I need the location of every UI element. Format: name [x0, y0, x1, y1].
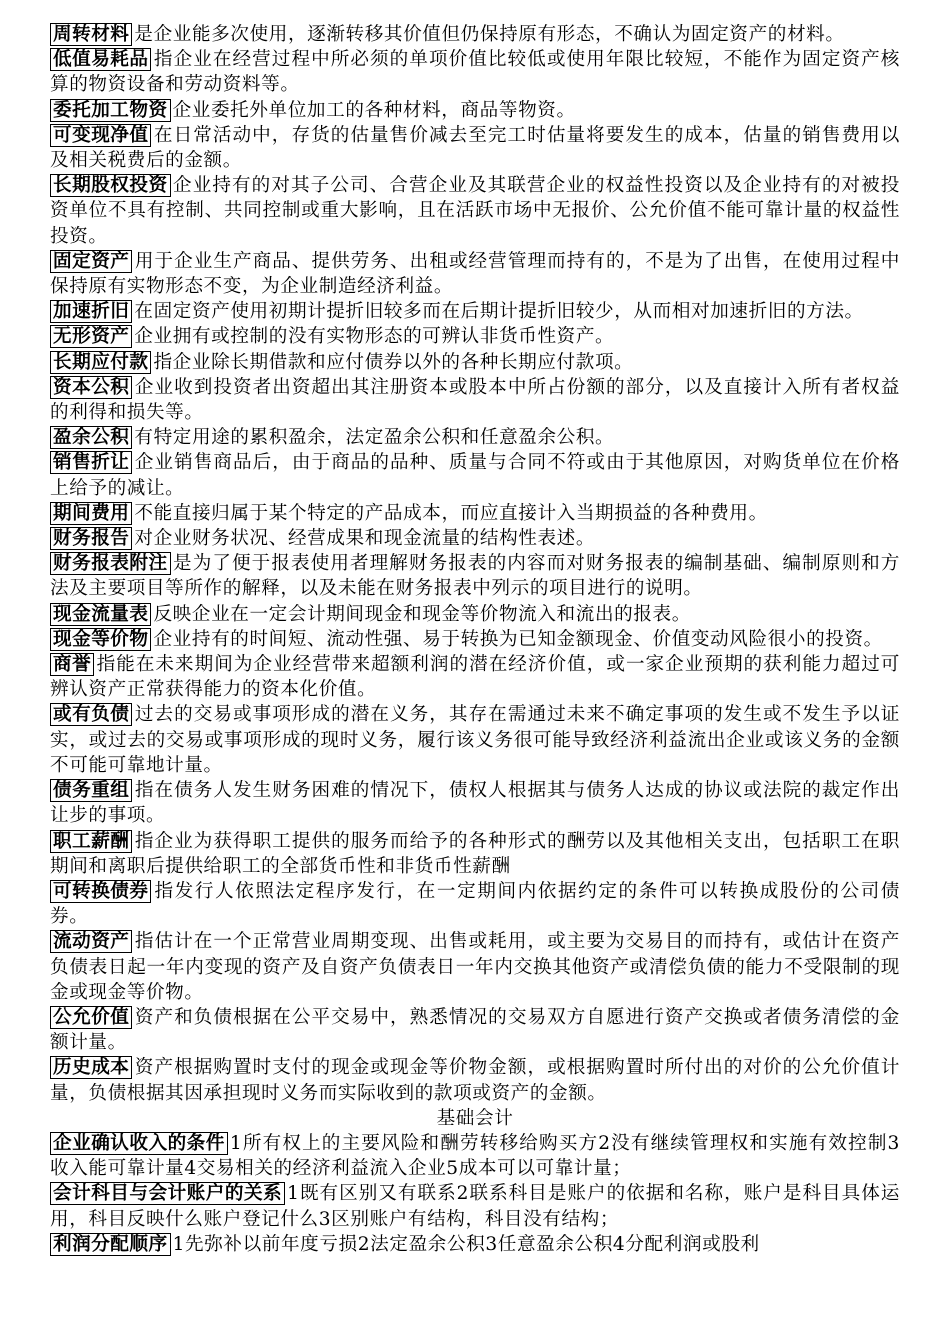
glossary-entry	[50, 47, 900, 97]
glossary-list	[50, 22, 900, 1106]
term-definition: 指在债务人发生财务困难的情况下，债权人根据其与债务人达成的协议或法院的裁定作出让步的事项。	[50, 780, 900, 827]
term-definition: 企业销售商品后，由于商品的品种、质量与合同不符或由于其他原因，对购货单位在价格上给予的减让。	[50, 452, 900, 499]
glossary-entry	[50, 602, 900, 627]
term-box: 可转换债券	[50, 880, 151, 903]
glossary-entry	[50, 829, 900, 879]
term-definition: 过去的交易或事项形成的潜在义务，其存在需通过未来不确定事项的发生或不发生予以证实，或过去的交易或事项形成的现时义务，履行该义务很可能导致经济利益流出企业或该义务的金额不可能可靠地计量。	[50, 704, 900, 776]
term-definition: 反映企业在一定会计期间现金和现金等价物流入和流出的报表。	[153, 603, 691, 625]
section-entry	[50, 1131, 900, 1181]
glossary-entry	[50, 1005, 900, 1055]
section-title: 基础会计	[436, 1107, 514, 1129]
term-definition: 是企业能多次使用，逐渐转移其价值但仍保持原有形态，不确认为固定资产的材料。	[134, 24, 845, 45]
glossary-entry	[50, 526, 900, 551]
glossary-entry	[50, 929, 900, 1005]
term-definition: 1所有权上的主要风险和酬劳转移给购买方2没有继续管理权和实施有效控制3收入能可靠计量4交易相关的经济利益流入企业5成本可以可靠计量；	[50, 1132, 900, 1180]
term-box: 盈余公积	[50, 426, 132, 449]
term-definition: 企业委托外单位加工的各种材料，商品等物资。	[172, 99, 576, 121]
glossary-entry	[50, 375, 900, 425]
term-definition: 企业拥有或控制的没有实物形态的可辨认非货币性资产。	[134, 326, 615, 348]
glossary-entry	[50, 702, 900, 778]
glossary-entry	[50, 324, 900, 349]
term-definition: 指估计在一个正常营业周期变现、出售或耗用，或主要为交易目的而持有，或估计在资产负债表日起一年内变现的资产及自资产负债表日一年内交换其他资产或清偿负债的能力不受限制的现金或现金等价物。	[50, 931, 900, 1003]
glossary-entry	[50, 350, 900, 375]
term-definition: 指企业在经营过程中所必须的单项价值比较低或使用年限比较短，不能作为固定资产核算的物资设备和劳动资料等。	[50, 49, 900, 96]
term-definition: 对企业财务状况、经营成果和现金流量的结构性表述。	[134, 528, 596, 550]
term-definition: 在固定资产使用初期计提折旧较多而在后期计提折旧较少，从而相对加速折旧的方法。	[134, 301, 864, 323]
term-box: 企业确认收入的条件	[50, 1132, 228, 1155]
term-definition: 指能在未来期间为企业经营带来超额利润的潜在经济价值，或一家企业预期的获利能力超过可辨认资产正常获得能力的资本化价值。	[50, 654, 900, 701]
section-entry	[50, 1232, 900, 1257]
term-box: 流动资产	[50, 930, 132, 953]
term-box: 职工薪酬	[50, 830, 132, 853]
term-definition: 企业持有的对其子公司、合营企业及其联营企业的权益性投资以及企业持有的对被投资单位不具有控制、共同控制或重大影响，且在活跃市场中无报价、公允价值不能可靠计量的权益性投资。	[50, 175, 900, 247]
glossary-entry	[50, 652, 900, 702]
term-box: 商誉	[50, 653, 94, 676]
glossary-entry	[50, 627, 900, 652]
term-definition: 指企业除长期借款和应付债券以外的各种长期应付款项。	[153, 351, 634, 373]
term-definition: 不能直接归属于某个特定的产品成本，而应直接计入当期损益的各种费用。	[134, 502, 768, 524]
term-definition: 指企业为获得职工提供的服务而给予的各种形式的酬劳以及其他相关支出，包括职工在职期间和离职后提供给职工的全部货币性和非货币性薪酬	[50, 830, 900, 877]
term-definition: 是为了便于报表使用者理解财务报表的内容而对财务报表的编制基础、编制原则和方法及主要项目等所作的解释，以及未能在财务报表中列示的项目进行的说明。	[50, 553, 900, 600]
term-box: 加速折旧	[50, 300, 132, 323]
term-box: 或有负债	[50, 703, 132, 726]
glossary-entry	[50, 425, 900, 450]
glossary-entry	[50, 1055, 900, 1105]
term-box: 低值易耗品	[50, 48, 151, 71]
term-definition: 1先弥补以前年度亏损2法定盈余公积3任意盈余公积4分配利润或股利	[172, 1233, 760, 1255]
term-definition: 资产和负债根据在公平交易中，熟悉情况的交易双方自愿进行资产交换或者债务清偿的金额计量。	[50, 1006, 900, 1054]
term-box: 财务报表附注	[50, 552, 171, 575]
term-box: 公允价值	[50, 1006, 132, 1029]
term-box: 财务报告	[50, 527, 132, 550]
term-box: 周转材料	[50, 23, 132, 46]
term-box: 历史成本	[50, 1056, 132, 1079]
term-definition: 在日常活动中，存货的估量售价减去至完工时估量将要发生的成本，估量的销售费用以及相关税费后的金额。	[50, 124, 900, 172]
glossary-entry	[50, 778, 900, 828]
term-definition: 1既有区别又有联系2联系科目是账户的依据和名称，账户是科目具体运用，科目反映什么账户登记什么3区别账户有结构，科目没有结构；	[50, 1183, 900, 1230]
term-box: 无形资产	[50, 325, 132, 348]
section-list	[50, 1131, 900, 1257]
glossary-entry	[50, 123, 900, 173]
term-definition: 指发行人依照法定程序发行，在一定期间内依据约定的条件可以转换成股份的公司债券。	[50, 880, 900, 928]
term-definition: 有特定用途的累积盈余，法定盈余公积和任意盈余公积。	[134, 427, 615, 449]
section-entry	[50, 1181, 900, 1231]
term-box: 债务重组	[50, 779, 132, 802]
glossary-entry	[50, 551, 900, 601]
term-box: 期间费用	[50, 502, 132, 525]
term-definition: 资产根据购置时支付的现金或现金等价物金额，或根据购置时所付出的对价的公允价值计量，负债根据其因承担现时义务而实际收到的款项或资产的金额。	[50, 1057, 900, 1104]
term-definition: 用于企业生产商品、提供劳务、出租或经营管理而持有的，不是为了出售，在使用过程中保持原有实物形态不变，为企业制造经济利益。	[50, 250, 900, 298]
glossary-entry	[50, 173, 900, 249]
glossary-entry	[50, 249, 900, 299]
term-definition: 企业持有的时间短、流动性强、易于转换为已知金额现金、价值变动风险很小的投资。	[153, 628, 883, 650]
glossary-entry	[50, 879, 900, 929]
term-definition: 企业收到投资者出资超出其注册资本或股本中所占份额的部分，以及直接计入所有者权益的利得和损失等。	[50, 376, 900, 424]
glossary-entry	[50, 98, 900, 123]
glossary-entry	[50, 299, 900, 324]
term-box: 现金等价物	[50, 628, 151, 651]
glossary-entry	[50, 501, 900, 526]
term-box: 长期应付款	[50, 351, 151, 374]
term-box: 利润分配顺序	[50, 1233, 171, 1256]
term-box: 长期股权投资	[50, 174, 171, 197]
term-box: 会计科目与会计账户的关系	[50, 1182, 285, 1205]
term-box: 固定资产	[50, 250, 132, 273]
term-box: 资本公积	[50, 376, 132, 399]
glossary-entry	[50, 22, 900, 47]
term-box: 销售折让	[50, 451, 132, 474]
glossary-entry	[50, 450, 900, 500]
term-box: 可变现净值	[50, 124, 151, 147]
term-box: 现金流量表	[50, 603, 151, 626]
term-box: 委托加工物资	[50, 99, 171, 122]
